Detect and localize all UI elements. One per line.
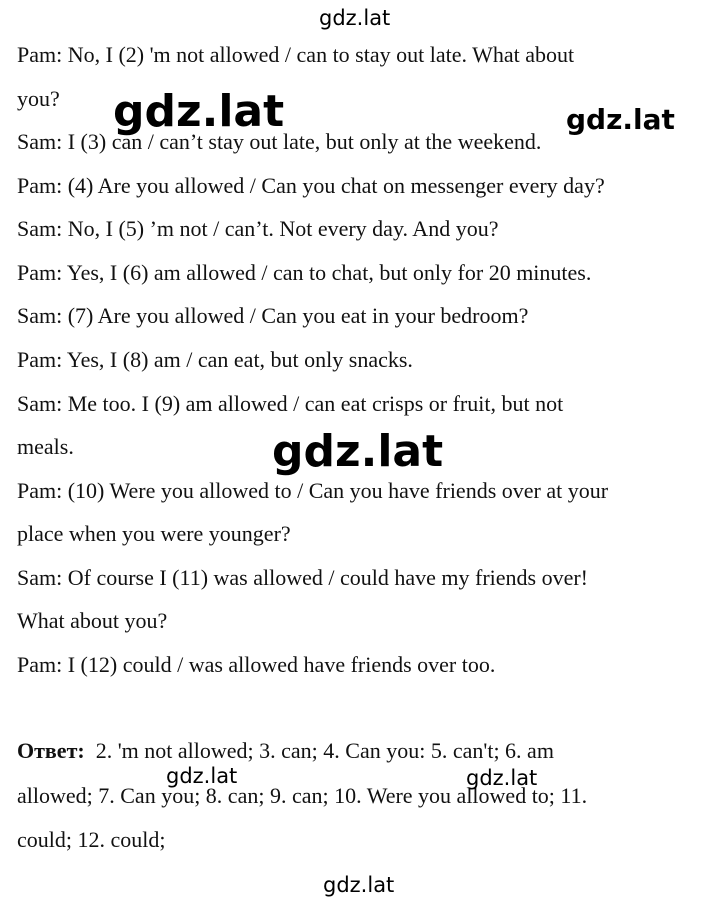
dialogue-line: Pam: (4) Are you allowed / Can you chat on messenger every day? (17, 173, 605, 198)
dialogue-line: Pam: (10) Were you allowed to / Can you have friends over at your (17, 478, 609, 503)
dialogue-line: Sam: (7) Are you allowed / Can you eat in your bedroom? (17, 303, 529, 328)
answer-text-1: 2. 'm not allowed; 3. can; 4. Can you: 5. can't; 6. am (95, 738, 554, 763)
dialogue-line: Sam: No, I (5) ’m not / can’t. Not every day. And you? (17, 216, 499, 241)
watermark-answer-left: gdz.lat (166, 764, 238, 788)
watermark-bottom: gdz.lat (323, 873, 395, 897)
dialogue-line: Sam: Me too. I (9) am allowed / can eat crisps or fruit, but not (17, 391, 564, 416)
dialogue-line: Sam: Of course I (11) was allowed / could have my friends over! (17, 565, 589, 590)
dialogue-line: Pam: Yes, I (8) am / can eat, but only snacks. (17, 347, 413, 372)
watermark-right: gdz.lat (566, 103, 675, 136)
answer-line-1 (17, 738, 554, 764)
answer-label: Ответ: (17, 738, 85, 763)
dialogue-line: you? (17, 86, 60, 111)
dialogue-line: What about you? (17, 608, 168, 633)
answer-line-2: allowed; 7. Can you; 8. can; 9. can; 10. Were you allowed to; 11. (17, 783, 588, 808)
watermark-big-left: gdz.lat (113, 86, 285, 137)
answer-line-3: could; 12. could; (17, 827, 166, 852)
dialogue-line: place when you were younger? (17, 521, 291, 546)
dialogue-line: Pam: I (12) could / was allowed have friends over too. (17, 652, 496, 677)
dialogue-line: Sam: I (3) can / can’t stay out late, but only at the weekend. (17, 129, 542, 154)
watermark-answer-right: gdz.lat (466, 766, 538, 790)
dialogue-line: meals. (17, 434, 74, 459)
dialogue-line: Pam: No, I (2) 'm not allowed / can to stay out late. What about (17, 42, 575, 67)
watermark-top: gdz.lat (319, 6, 391, 30)
dialogue-line: Pam: Yes, I (6) am allowed / can to chat, but only for 20 minutes. (17, 260, 592, 285)
watermark-center: gdz.lat (272, 426, 444, 477)
